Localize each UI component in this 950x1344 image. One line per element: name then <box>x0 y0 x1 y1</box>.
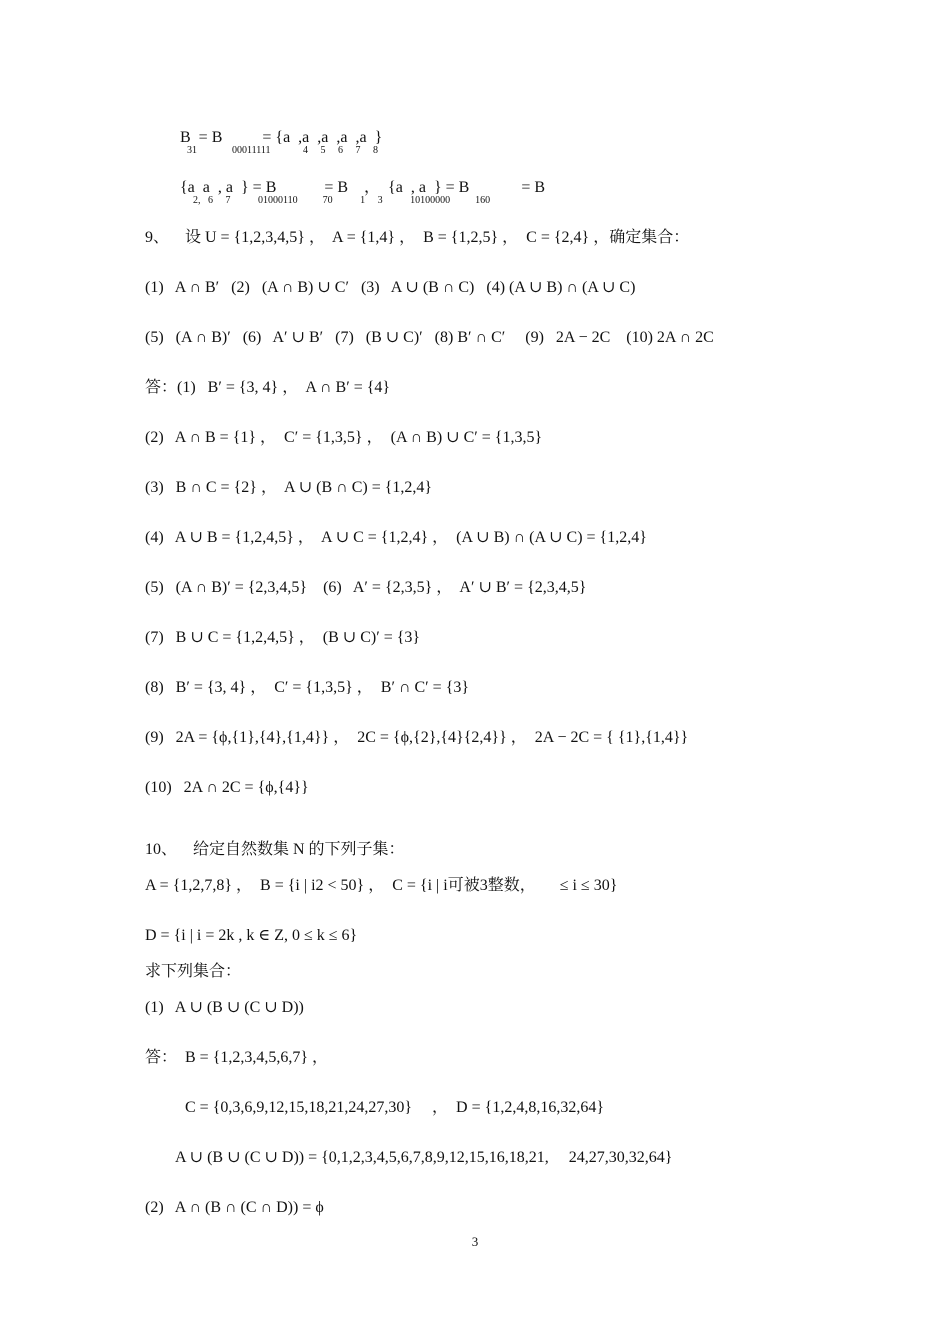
text-line <box>145 578 586 598</box>
text-line <box>145 926 357 946</box>
page-number: 3 <box>471 1234 479 1249</box>
line-text: B = B = {a ,a ,a ,a ,a } <box>180 129 383 146</box>
text-line <box>145 628 420 648</box>
text-line <box>185 1098 604 1118</box>
line-text: (10) 2A ∩ 2C = {ϕ,{4}} <box>145 779 309 796</box>
text-line <box>145 228 689 248</box>
line-text: D = {i | i = 2k , k ∈ Z, 0 ≤ k ≤ 6} <box>145 927 358 944</box>
line-text: 答： B = {1,2,3,4,5,6,7} ， <box>145 1049 329 1066</box>
text-line <box>145 428 542 448</box>
text-line <box>145 278 635 298</box>
line-text: 10、 给定自然数集 N 的下列子集： <box>145 841 405 858</box>
line-text: 9、 设 U = {1,2,3,4,5} ， A = {1,4} ， B = {1,2,5} ， C = {2,4} ，确定集合： <box>145 229 690 246</box>
line-text: C = {0,3,6,9,12,15,18,21,24,27,30} ， D = {1,2,4,8,16,32,64} <box>185 1099 604 1116</box>
text-line <box>187 145 378 157</box>
text-line <box>145 778 309 798</box>
line-text: (2) A ∩ (B ∩ (C ∩ D)) = ϕ <box>145 1199 324 1216</box>
line-text: {a a , a } = B = B ， {a , a } = B = B <box>180 179 546 196</box>
line-text: (8) B′ = {3, 4} ， C′ = {1,3,5} ， B′ ∩ C′ = {3} <box>145 679 470 696</box>
text-line <box>145 728 688 748</box>
text-line <box>145 876 617 896</box>
line-text: A = {1,2,7,8} ， B = {i | i2 < 50} ， C = {i | i可被3整数， ≤ i ≤ 30} <box>145 877 618 894</box>
line-text: A ∪ (B ∪ (C ∪ D)) = {0,1,2,3,4,5,6,7,8,9,12,15,16,18,21, 24,27,30,32,64} <box>175 1149 673 1166</box>
text-line <box>145 1048 328 1068</box>
line-text: (1) A ∩ B′ (2) (A ∩ B) ∪ C′ (3) A ∪ (B ∩ C) (4) (A ∪ B) ∩ (A ∪ C) <box>145 279 636 296</box>
line-text: 2, 6 7 01000110 70 1 3 10100000 160 <box>193 195 491 206</box>
text-line <box>145 378 390 398</box>
line-text: (5) (A ∩ B)′ (6) A′ ∪ B′ (7) (B ∪ C)′ (8) B′ ∩ C′ (9) 2A − 2C (10) 2A ∩ 2C <box>145 329 714 346</box>
text-line <box>145 840 405 860</box>
line-text: (5) (A ∩ B)′ = {2,3,4,5} (6) A′ = {2,3,5} ， A′ ∪ B′ = {2,3,4,5} <box>145 579 587 596</box>
text-line <box>145 962 241 982</box>
line-text: (1) A ∪ (B ∪ (C ∪ D)) <box>145 999 304 1016</box>
line-text: 31 00011111 4 5 6 7 8 <box>187 145 379 156</box>
text-line <box>175 1148 672 1168</box>
text-line <box>145 528 647 548</box>
text-line <box>145 1198 324 1218</box>
line-text: 答：(1) B′ = {3, 4} ， A ∩ B′ = {4} <box>145 379 391 396</box>
text-line <box>193 195 490 207</box>
text-line <box>145 678 469 698</box>
text-line <box>145 478 432 498</box>
line-text: (7) B ∪ C = {1,2,4,5} ， (B ∪ C)′ = {3} <box>145 629 421 646</box>
line-text: (4) A ∪ B = {1,2,4,5} ， A ∪ C = {1,2,4} ， (A ∪ B) ∩ (A ∪ C) = {1,2,4} <box>145 529 647 546</box>
line-text: 求下列集合： <box>145 963 242 980</box>
text-line <box>145 328 714 348</box>
text-line <box>145 998 304 1018</box>
line-text: (2) A ∩ B = {1} ， C′ = {1,3,5} ， (A ∩ B) ∪ C′ = {1,3,5} <box>145 429 543 446</box>
line-text: (3) B ∩ C = {2} ， A ∪ (B ∩ C) = {1,2,4} <box>145 479 433 496</box>
line-text: (9) 2A = {ϕ,{1},{4},{1,4}} ， 2C = {ϕ,{2},{4}{2,4}} ， 2A − 2C = { {1},{1,4}} <box>145 729 689 746</box>
